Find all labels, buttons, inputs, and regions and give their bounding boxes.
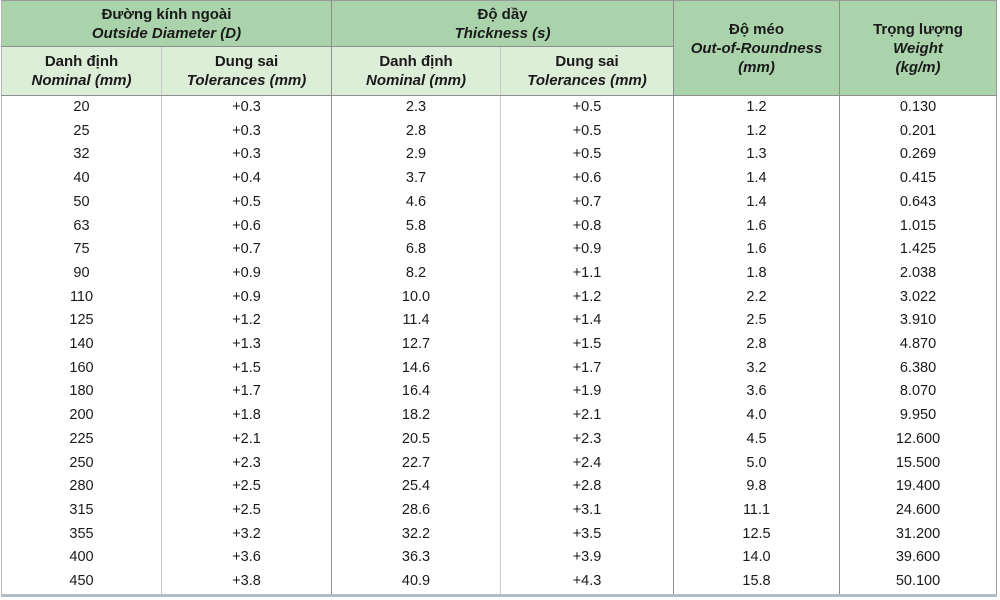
column-header-unit-label: (mm) bbox=[738, 58, 775, 76]
table-cell: 28.6 bbox=[332, 499, 501, 523]
table-cell: +1.1 bbox=[501, 262, 674, 286]
table-cell: 280 bbox=[2, 475, 162, 499]
table-cell: +3.5 bbox=[501, 523, 674, 547]
table-row bbox=[2, 357, 997, 381]
table-cell: 6.8 bbox=[332, 238, 501, 262]
table-cell: 2.5 bbox=[674, 309, 840, 333]
table-row bbox=[2, 475, 997, 499]
table-cell: 90 bbox=[2, 262, 162, 286]
table-cell: 3.2 bbox=[674, 357, 840, 381]
table-cell: 11.1 bbox=[674, 499, 840, 523]
table-cell: 2.8 bbox=[332, 120, 501, 144]
table-cell: 0.643 bbox=[840, 191, 997, 215]
table-cell: 4.870 bbox=[840, 333, 997, 357]
table-row bbox=[2, 499, 997, 523]
group-header-en-label: Outside Diameter (D) bbox=[91, 24, 242, 42]
sub-header-od-tolerances bbox=[162, 47, 332, 96]
table-row bbox=[2, 143, 997, 167]
table-cell: 1.2 bbox=[674, 120, 840, 144]
table-cell: 0.415 bbox=[840, 167, 997, 191]
table-row bbox=[2, 286, 997, 310]
sub-header-vi-label: Dung sai bbox=[214, 53, 279, 70]
table-cell: 2.8 bbox=[674, 333, 840, 357]
table-cell: 1.2 bbox=[674, 96, 840, 120]
table-cell: +2.3 bbox=[501, 428, 674, 452]
table-cell: 10.0 bbox=[332, 286, 501, 310]
table-cell: 4.5 bbox=[674, 428, 840, 452]
table-cell: 225 bbox=[2, 428, 162, 452]
table-cell: 25.4 bbox=[332, 475, 501, 499]
table-cell: 14.0 bbox=[674, 546, 840, 570]
table-cell: +0.6 bbox=[501, 167, 674, 191]
table-cell: 315 bbox=[2, 499, 162, 523]
table-cell: +2.8 bbox=[501, 475, 674, 499]
table-cell: +0.7 bbox=[501, 191, 674, 215]
table-cell: 18.2 bbox=[332, 404, 501, 428]
table-cell: +2.5 bbox=[162, 475, 332, 499]
table-cell: 1.6 bbox=[674, 238, 840, 262]
table-cell: +1.8 bbox=[162, 404, 332, 428]
sub-header-en-label: Tolerances (mm) bbox=[186, 72, 307, 89]
table-cell: +1.7 bbox=[162, 380, 332, 404]
table-row bbox=[2, 523, 997, 547]
table-row bbox=[2, 404, 997, 428]
table-cell: 16.4 bbox=[332, 380, 501, 404]
group-header-vi-label: Đường kính ngoài bbox=[101, 5, 232, 23]
table-cell: 0.269 bbox=[840, 143, 997, 167]
table-cell: 0.130 bbox=[840, 96, 997, 120]
table-cell: +1.7 bbox=[501, 357, 674, 381]
table-cell: 1.3 bbox=[674, 143, 840, 167]
table-cell: 9.8 bbox=[674, 475, 840, 499]
table-cell: 140 bbox=[2, 333, 162, 357]
sub-header-vi-label: Dung sai bbox=[555, 53, 619, 70]
table-cell: +0.5 bbox=[501, 96, 674, 120]
table-cell: 20 bbox=[2, 96, 162, 120]
group-header-thickness bbox=[332, 1, 674, 47]
table-cell: 1.4 bbox=[674, 167, 840, 191]
table-cell: 8.070 bbox=[840, 380, 997, 404]
table-body bbox=[2, 96, 997, 596]
table-cell: 180 bbox=[2, 380, 162, 404]
column-header-vi-label: Trọng lượng bbox=[873, 20, 963, 38]
table-cell: +3.6 bbox=[162, 546, 332, 570]
table-cell: 12.5 bbox=[674, 523, 840, 547]
table-row bbox=[2, 96, 997, 120]
table-cell: +2.5 bbox=[162, 499, 332, 523]
table-row bbox=[2, 238, 997, 262]
column-header-en-label: Weight bbox=[893, 39, 943, 57]
table-cell: +0.7 bbox=[162, 238, 332, 262]
column-header-weight bbox=[840, 1, 997, 96]
table-cell: +1.2 bbox=[162, 309, 332, 333]
table-row bbox=[2, 120, 997, 144]
table-cell: 36.3 bbox=[332, 546, 501, 570]
table-cell: 32.2 bbox=[332, 523, 501, 547]
column-header-unit-label: (kg/m) bbox=[895, 58, 941, 76]
table-cell: +1.5 bbox=[162, 357, 332, 381]
table-cell: 9.950 bbox=[840, 404, 997, 428]
table-cell: 11.4 bbox=[332, 309, 501, 333]
table-cell: 24.600 bbox=[840, 499, 997, 523]
table-cell: 3.022 bbox=[840, 286, 997, 310]
table-cell: +0.6 bbox=[162, 215, 332, 239]
table-cell: 14.6 bbox=[332, 357, 501, 381]
table-cell: 22.7 bbox=[332, 452, 501, 476]
table-row bbox=[2, 546, 997, 570]
table-cell: 5.8 bbox=[332, 215, 501, 239]
table-cell: 355 bbox=[2, 523, 162, 547]
table-cell: 1.015 bbox=[840, 215, 997, 239]
table-cell: 12.600 bbox=[840, 428, 997, 452]
table-cell: 1.425 bbox=[840, 238, 997, 262]
table-cell: 63 bbox=[2, 215, 162, 239]
table-cell: 0.201 bbox=[840, 120, 997, 144]
table-row bbox=[2, 191, 997, 215]
table-row bbox=[2, 333, 997, 357]
table-cell: 15.500 bbox=[840, 452, 997, 476]
table-cell: 75 bbox=[2, 238, 162, 262]
table-row bbox=[2, 309, 997, 333]
sub-header-en-label: Nominal (mm) bbox=[366, 72, 467, 89]
table-cell: +1.5 bbox=[501, 333, 674, 357]
sub-header-en-label: Nominal (mm) bbox=[31, 72, 132, 89]
table-cell: 40.9 bbox=[332, 570, 501, 595]
table-cell: 5.0 bbox=[674, 452, 840, 476]
table-row bbox=[2, 452, 997, 476]
table-cell: 1.8 bbox=[674, 262, 840, 286]
table-cell: 200 bbox=[2, 404, 162, 428]
table-cell: 2.3 bbox=[332, 96, 501, 120]
table-row bbox=[2, 428, 997, 452]
table-row bbox=[2, 262, 997, 286]
table-cell: 110 bbox=[2, 286, 162, 310]
table-cell: +3.1 bbox=[501, 499, 674, 523]
table-cell: 250 bbox=[2, 452, 162, 476]
group-header-outside-diameter bbox=[2, 1, 332, 47]
group-header-vi-label: Độ dầy bbox=[477, 5, 528, 23]
table-cell: +2.1 bbox=[501, 404, 674, 428]
table-cell: 39.600 bbox=[840, 546, 997, 570]
table-cell: 31.200 bbox=[840, 523, 997, 547]
column-header-en-label: Out-of-Roundness bbox=[690, 39, 823, 57]
table-row bbox=[2, 167, 997, 191]
table-cell: 3.7 bbox=[332, 167, 501, 191]
table-cell: 125 bbox=[2, 309, 162, 333]
column-header-out-of-roundness bbox=[674, 1, 840, 96]
table-row bbox=[2, 215, 997, 239]
table-cell: 32 bbox=[2, 143, 162, 167]
table-cell: +2.4 bbox=[501, 452, 674, 476]
table-cell: +4.3 bbox=[501, 570, 674, 595]
table-cell: +0.5 bbox=[501, 143, 674, 167]
table-cell: +3.9 bbox=[501, 546, 674, 570]
table-cell: 160 bbox=[2, 357, 162, 381]
table-cell: +0.4 bbox=[162, 167, 332, 191]
table-cell: 40 bbox=[2, 167, 162, 191]
table-cell: +0.3 bbox=[162, 96, 332, 120]
table-cell: 1.6 bbox=[674, 215, 840, 239]
table-cell: 2.2 bbox=[674, 286, 840, 310]
table-cell: +2.3 bbox=[162, 452, 332, 476]
table-cell: +0.9 bbox=[501, 238, 674, 262]
table-row bbox=[2, 380, 997, 404]
table-cell: 6.380 bbox=[840, 357, 997, 381]
table-cell: +1.9 bbox=[501, 380, 674, 404]
table-cell: +1.3 bbox=[162, 333, 332, 357]
table-cell: 4.0 bbox=[674, 404, 840, 428]
sub-header-thickness-tolerances bbox=[501, 47, 674, 96]
table-cell: 20.5 bbox=[332, 428, 501, 452]
table-cell: 3.910 bbox=[840, 309, 997, 333]
sub-header-thickness-nominal bbox=[332, 47, 501, 96]
table-row bbox=[2, 570, 997, 595]
table-cell: 400 bbox=[2, 546, 162, 570]
table-cell: +0.8 bbox=[501, 215, 674, 239]
pipe-specification-table bbox=[1, 0, 997, 597]
table-cell: +1.4 bbox=[501, 309, 674, 333]
sub-header-vi-label: Danh định bbox=[379, 53, 453, 70]
table-cell: 19.400 bbox=[840, 475, 997, 499]
table-cell: +0.5 bbox=[501, 120, 674, 144]
table-cell: 50 bbox=[2, 191, 162, 215]
table-cell: +1.2 bbox=[501, 286, 674, 310]
table-cell: +0.5 bbox=[162, 191, 332, 215]
table-cell: 50.100 bbox=[840, 570, 997, 595]
table-cell: 4.6 bbox=[332, 191, 501, 215]
sub-header-vi-label: Danh định bbox=[44, 53, 119, 70]
table-cell: 2.038 bbox=[840, 262, 997, 286]
sub-header-od-nominal bbox=[2, 47, 162, 96]
table-header bbox=[2, 1, 997, 96]
table-cell: +0.3 bbox=[162, 120, 332, 144]
table-cell: 3.6 bbox=[674, 380, 840, 404]
table-cell: +2.1 bbox=[162, 428, 332, 452]
table-cell: +0.3 bbox=[162, 143, 332, 167]
table-cell: +3.2 bbox=[162, 523, 332, 547]
table-cell: +3.8 bbox=[162, 570, 332, 595]
table-cell: 12.7 bbox=[332, 333, 501, 357]
table-cell: 450 bbox=[2, 570, 162, 595]
table-cell: +0.9 bbox=[162, 262, 332, 286]
table-cell: 2.9 bbox=[332, 143, 501, 167]
table-cell: 1.4 bbox=[674, 191, 840, 215]
table-cell: +0.9 bbox=[162, 286, 332, 310]
table-cell: 25 bbox=[2, 120, 162, 144]
column-header-vi-label: Độ méo bbox=[729, 20, 785, 38]
table-cell: 8.2 bbox=[332, 262, 501, 286]
group-header-row bbox=[2, 1, 997, 47]
sub-header-en-label: Tolerances (mm) bbox=[527, 72, 647, 89]
table-cell: 15.8 bbox=[674, 570, 840, 595]
group-header-en-label: Thickness (s) bbox=[454, 24, 551, 42]
